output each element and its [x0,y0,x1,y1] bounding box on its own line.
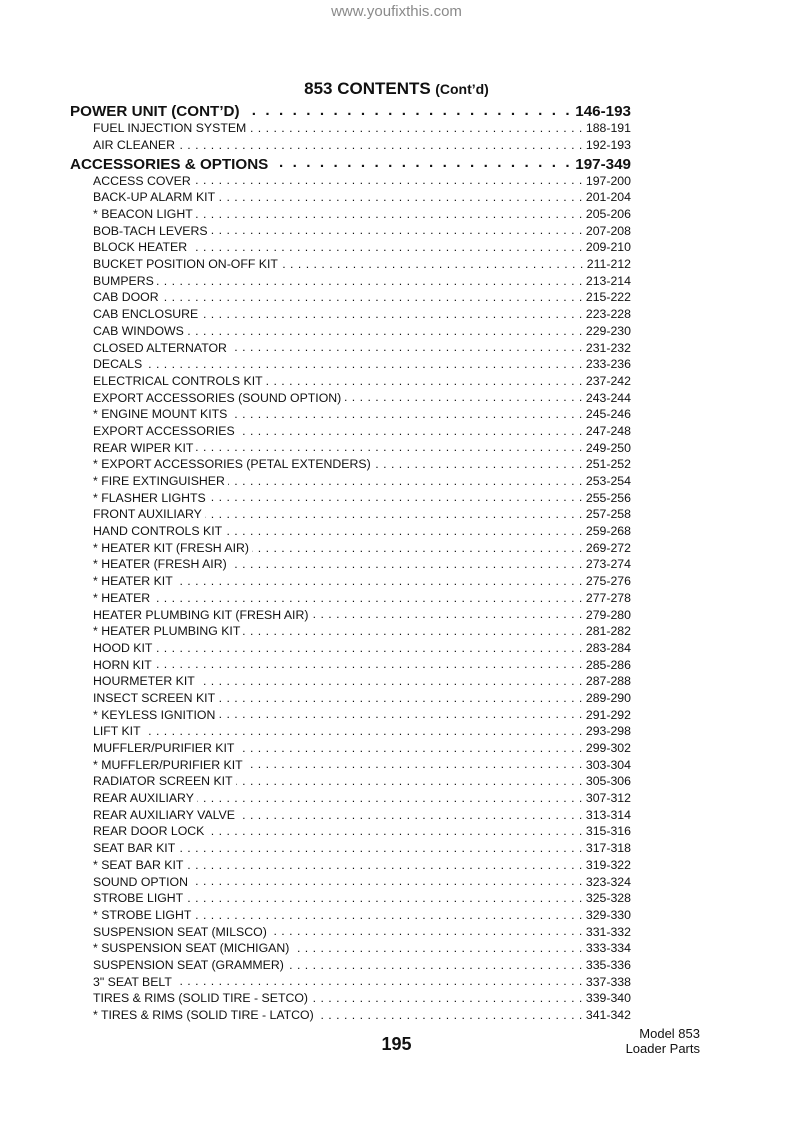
toc-item-label: BLOCK HEATER [93,240,188,255]
toc-item-label: * HEATER KIT (FRESH AIR) [93,540,250,555]
toc-dot-leader [243,101,573,116]
toc-item-row[interactable] [70,890,631,907]
toc-dot-leader [186,890,583,902]
toc-item-pages: 188-191 [585,121,631,136]
toc-item-label: * EXPORT ACCESSORIES (PETAL EXTENDERS) [93,457,371,472]
toc-section-label: POWER UNIT (CONT’D) [70,103,240,120]
toc-item-label: REAR AUXILIARY [93,791,194,806]
toc-dot-leader [205,506,583,518]
toc-item-row[interactable] [70,773,631,790]
toc-item-row[interactable] [70,673,631,690]
toc-item-label: HEATER PLUMBING KIT (FRESH AIR) [93,607,309,622]
toc-item-row[interactable] [70,389,631,406]
footer-model-info [626,1026,700,1056]
toc-item-pages: 283-284 [585,640,631,655]
toc-dot-leader [266,373,583,385]
toc-item-label: * SUSPENSION SEAT (MICHIGAN) [93,941,290,956]
toc-dot-leader [230,406,582,418]
footer-model: Model 853 [639,1026,700,1041]
toc-item-pages: 331-332 [585,924,631,939]
toc-item-label: BUMPERS [93,273,154,288]
toc-dot-leader [178,137,583,149]
toc-dot-leader [281,256,584,268]
toc-item-label: SUSPENSION SEAT (MILSCO) [93,924,267,939]
toc-item-pages: 257-258 [585,507,631,522]
page-title-sub: (Cont’d) [435,81,489,97]
toc-item-row[interactable] [70,857,631,874]
toc-item-pages: 253-254 [585,474,631,489]
toc-item-label: 3" SEAT BELT [93,974,172,989]
toc-dot-leader [175,973,583,985]
toc-item-row[interactable] [70,423,631,440]
toc-dot-leader [237,740,582,752]
toc-section-row[interactable] [70,153,631,172]
toc-item-label: EXPORT ACCESSORIES (SOUND OPTION) [93,390,342,405]
toc-dot-leader [225,523,583,535]
toc-item-row[interactable] [70,940,631,957]
toc-item-pages: 233-236 [585,357,631,372]
toc-item-label: HOURMETER KIT [93,674,195,689]
toc-item-row[interactable] [70,990,631,1007]
watermark-url: www.youfixthis.com [331,3,462,20]
toc-item-label: MUFFLER/PURIFIER KIT [93,741,235,756]
toc-item-pages: 325-328 [585,891,631,906]
toc-dot-leader [271,153,572,168]
toc-item-label: BUCKET POSITION ON-OFF KIT [93,257,278,272]
toc-dot-leader [230,556,583,568]
toc-item-label: * BEACON LIGHT [93,207,193,222]
toc-item-row[interactable] [70,573,631,590]
toc-item-pages: 237-242 [585,373,631,388]
toc-item-pages: 287-288 [585,674,631,689]
toc-dot-leader [145,356,583,368]
toc-dot-leader [207,823,582,835]
toc-dot-leader [178,840,583,852]
toc-item-label: HORN KIT [93,657,152,672]
toc-item-row[interactable] [70,706,631,723]
toc-item-pages: 231-232 [585,340,631,355]
toc-item-label: AIR CLEANER [93,137,176,152]
toc-item-label: REAR WIPER KIT [93,440,194,455]
toc-item-pages: 201-204 [585,190,631,205]
toc-item-pages: 317-318 [585,841,631,856]
toc-section-pages: 146-193 [575,103,631,120]
toc-item-row[interactable] [70,590,631,607]
toc-item-label: * HEATER [93,590,151,605]
toc-item-row[interactable] [70,923,631,940]
toc-item-pages: 323-324 [585,874,631,889]
toc-item-row[interactable] [70,1007,631,1024]
toc-item-label: REAR DOOR LOCK [93,824,205,839]
toc-item-row[interactable] [70,306,631,323]
toc-item-row[interactable] [70,907,631,924]
toc-item-label: * MUFFLER/PURIFIER KIT [93,757,243,772]
toc-item-pages: 273-274 [585,557,631,572]
toc-item-pages: 277-278 [585,590,631,605]
toc-dot-leader [311,990,583,1002]
toc-dot-leader [218,189,583,201]
toc-item-row[interactable] [70,556,631,573]
toc-item-label: BOB-TACH LEVERS [93,223,208,238]
toc-section-pages: 197-349 [575,155,631,173]
toc-dot-leader [270,923,583,935]
toc-item-row[interactable] [70,973,631,990]
toc-item-label: TIRES & RIMS (SOLID TIRE - SETCO) [93,991,308,1006]
toc-item-pages: 211-212 [586,257,631,272]
toc-item-label: INSECT SCREEN KIT [93,690,216,705]
toc-item-pages: 223-228 [585,307,631,322]
toc-item-pages: 285-286 [585,657,631,672]
toc-dot-leader [246,756,583,768]
toc-item-label: * FIRE EXTINGUISHER [93,474,225,489]
toc-item-label: RADIATOR SCREEN KIT [93,774,233,789]
toc-item-pages: 329-330 [585,907,631,922]
toc-item-pages: 192-193 [585,137,631,152]
toc-item-pages: 215-222 [585,290,631,305]
footer-doc-title: Loader Parts [625,1041,700,1056]
toc-item-label: REAR AUXILIARY VALVE [93,807,235,822]
toc-item-row[interactable] [70,120,631,137]
toc-dot-leader [228,473,583,485]
toc-item-label: STROBE LIGHT [93,891,184,906]
toc-item-row[interactable] [70,640,631,657]
toc-item-row[interactable] [70,239,631,256]
toc-item-pages: 269-272 [585,540,631,555]
toc-item-pages: 245-246 [585,407,631,422]
toc-item-pages: 247-248 [585,423,631,438]
toc-item-pages: 291-292 [585,707,631,722]
toc-dot-leader [252,540,583,552]
toc-dot-leader [162,289,583,301]
toc-dot-leader [211,222,583,234]
toc-dot-leader [317,1007,583,1019]
toc-item-label: CAB ENCLOSURE [93,307,199,322]
page-title-main: 853 CONTENTS [304,79,431,98]
toc-item-label: CAB WINDOWS [93,323,184,338]
toc-item-row[interactable] [70,172,631,189]
toc-dot-leader [186,857,582,869]
toc-item-pages: 249-250 [585,440,631,455]
toc-item-label: FUEL INJECTION SYSTEM [93,121,247,136]
toc-item-row[interactable] [70,189,631,206]
toc-item-row[interactable] [70,523,631,540]
toc-item-label: SEAT BAR KIT [93,841,176,856]
toc-item-label: DECALS [93,357,143,372]
toc-item-row[interactable] [70,206,631,223]
toc-item-pages: 335-336 [585,957,631,972]
toc-dot-leader [191,873,583,885]
toc-item-pages: 205-206 [585,207,631,222]
toc-dot-leader [292,940,583,952]
toc-dot-leader [197,790,583,802]
toc-item-row[interactable] [70,740,631,757]
toc-item-pages: 341-342 [585,1008,631,1023]
toc-item-pages: 243-244 [585,390,631,405]
toc-dot-leader [153,590,583,602]
toc-item-row[interactable] [70,256,631,273]
toc-item-pages: 251-252 [585,457,631,472]
toc-item-row[interactable] [70,323,631,340]
toc-item-row[interactable] [70,656,631,673]
toc-item-row[interactable] [70,489,631,506]
toc-item-pages: 289-290 [585,690,631,705]
toc-dot-leader [201,306,583,318]
toc-item-label: * STROBE LIGHT [93,907,192,922]
toc-dot-leader [230,339,583,351]
toc-item-label: CAB DOOR [93,290,159,305]
toc-item-row[interactable] [70,840,631,857]
toc-item-label: * HEATER (FRESH AIR) [93,557,227,572]
toc-item-row[interactable] [70,873,631,890]
toc-item-row[interactable] [70,406,631,423]
toc-dot-leader [194,907,582,919]
toc-dot-leader [311,606,582,618]
toc-dot-leader [236,773,583,785]
toc-dot-leader [194,172,583,184]
toc-item-label: * SEAT BAR KIT [93,857,184,872]
toc-item-label: * FLASHER LIGHTS [93,490,206,505]
toc-item-pages: 275-276 [585,574,631,589]
toc-item-label: SUSPENSION SEAT (GRAMMER) [93,957,284,972]
toc-dot-leader [176,573,583,585]
toc-item-row[interactable] [70,273,631,290]
toc-dot-leader [187,323,583,335]
toc-item-row[interactable] [70,690,631,707]
toc-item-pages: 255-256 [585,490,631,505]
toc-item-row[interactable] [70,137,631,154]
toc-item-pages: 299-302 [585,741,631,756]
toc-dot-leader [196,439,582,451]
toc-item-row[interactable] [70,540,631,557]
toc-dot-leader [218,690,583,702]
toc-item-pages: 315-316 [585,824,631,839]
toc-item-pages: 209-210 [585,240,631,255]
toc-dot-leader [155,640,582,652]
toc-item-label: HAND CONTROLS KIT [93,524,223,539]
toc-item-pages: 305-306 [585,774,631,789]
toc-item-row[interactable] [70,339,631,356]
toc-item-label: * ENGINE MOUNT KITS [93,407,228,422]
toc-item-row[interactable] [70,823,631,840]
toc-dot-leader [155,656,583,668]
toc-item-row[interactable] [70,623,631,640]
toc-item-row[interactable] [70,606,631,623]
table-of-contents [70,101,631,1023]
toc-dot-leader [287,957,583,969]
toc-item-pages: 213-214 [585,273,631,288]
toc-dot-leader [157,273,583,285]
toc-item-label: CLOSED ALTERNATOR [93,340,227,355]
toc-dot-leader [198,673,583,685]
toc-item-label: * KEYLESS IGNITION [93,707,216,722]
toc-dot-leader [374,456,583,468]
toc-item-pages: 337-338 [585,974,631,989]
toc-item-row[interactable] [70,222,631,239]
toc-dot-leader [243,623,583,635]
toc-item-label: ACCESS COVER [93,173,191,188]
toc-item-pages: 281-282 [585,624,631,639]
toc-item-label: * TIRES & RIMS (SOLID TIRE - LATCO) [93,1008,314,1023]
toc-dot-leader [238,423,583,435]
toc-item-row[interactable] [70,506,631,523]
toc-item-pages: 307-312 [585,791,631,806]
toc-item-row[interactable] [70,439,631,456]
toc-dot-leader [238,807,583,819]
toc-item-pages: 293-298 [585,724,631,739]
toc-item-pages: 339-340 [585,991,631,1006]
toc-item-pages: 333-334 [585,941,631,956]
toc-item-label: * HEATER KIT [93,574,173,589]
toc-section-row[interactable] [70,101,631,120]
toc-section-label: ACCESSORIES & OPTIONS [70,155,269,173]
toc-dot-leader [190,239,583,251]
toc-item-pages: 313-314 [585,807,631,822]
toc-item-row[interactable] [70,356,631,373]
toc-item-row[interactable] [70,373,631,390]
toc-item-row[interactable] [70,473,631,490]
page-number: 195 [381,1034,412,1054]
toc-item-row[interactable] [70,289,631,306]
toc-item-pages: 207-208 [585,223,631,238]
toc-item-row[interactable] [70,756,631,773]
toc-item-row[interactable] [70,723,631,740]
toc-item-label: LIFT KIT [93,724,141,739]
toc-item-pages: 229-230 [585,323,631,338]
page-title [0,79,793,99]
toc-item-row[interactable] [70,456,631,473]
toc-item-label: * HEATER PLUMBING KIT [93,624,241,639]
toc-item-pages: 279-280 [585,607,631,622]
toc-item-label: ELECTRICAL CONTROLS KIT [93,373,263,388]
toc-dot-leader [196,206,583,218]
toc-item-label: HOOD KIT [93,640,153,655]
toc-dot-leader [249,120,583,132]
toc-item-label: SOUND OPTION [93,874,188,889]
toc-dot-leader [218,706,583,718]
toc-item-row[interactable] [70,807,631,824]
toc-item-label: FRONT AUXILIARY [93,507,202,522]
toc-item-label: BACK-UP ALARM KIT [93,190,216,205]
toc-item-pages: 259-268 [585,524,631,539]
toc-item-pages: 319-322 [585,857,631,872]
toc-dot-leader [144,723,583,735]
toc-dot-leader [344,389,583,401]
toc-item-row[interactable] [70,790,631,807]
toc-item-pages: 197-200 [585,173,631,188]
toc-dot-leader [209,489,583,501]
toc-item-pages: 303-304 [585,757,631,772]
toc-item-row[interactable] [70,957,631,974]
toc-item-label: EXPORT ACCESSORIES [93,423,235,438]
